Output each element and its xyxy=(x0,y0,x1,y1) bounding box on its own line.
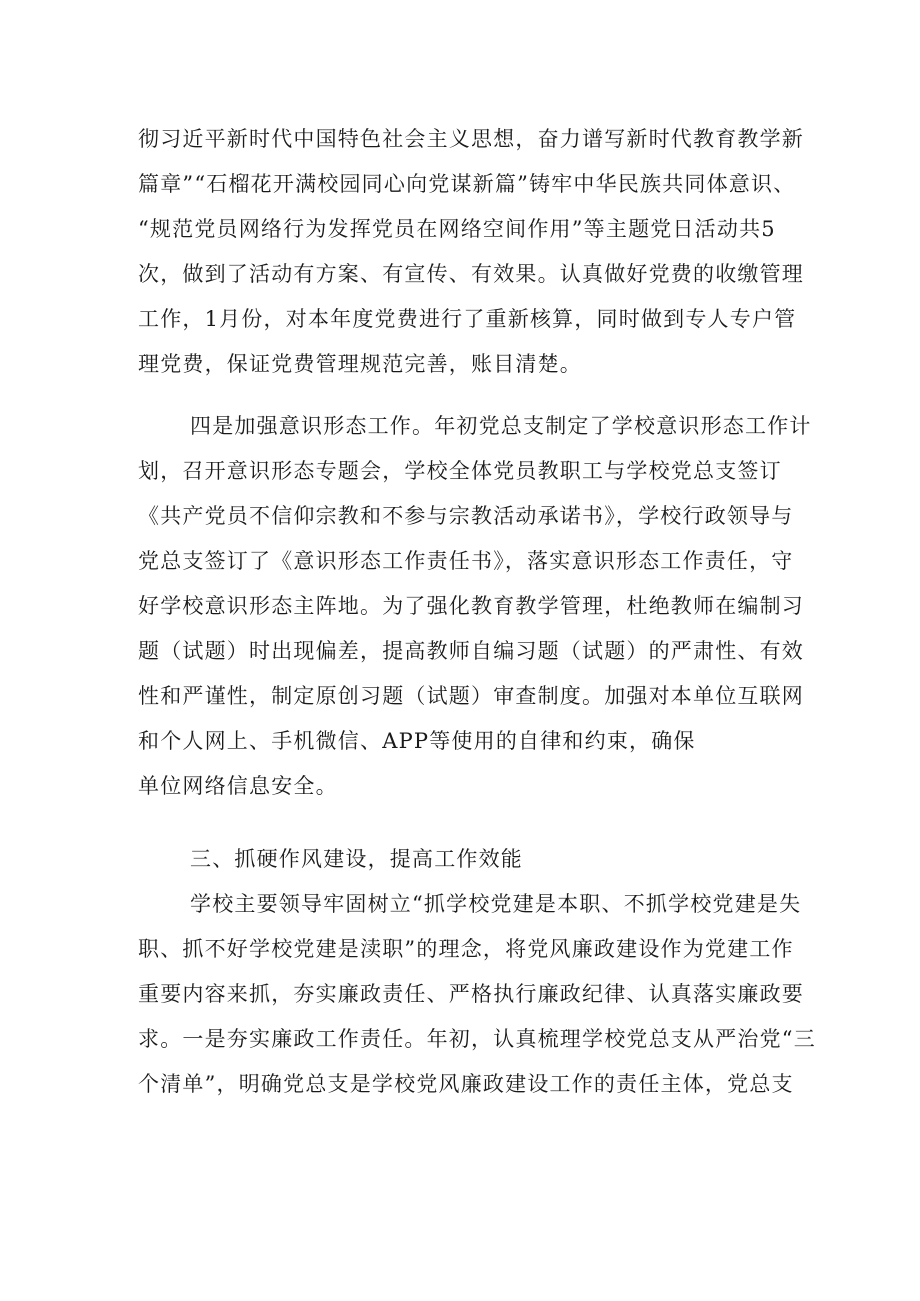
paragraph-line: 性和严谨性，制定原创习题（试题）审查制度。加强对本单位互联网 xyxy=(138,684,804,708)
paragraph-line: 题（试题）时出现偏差，提高教师自编习题（试题）的严肃性、有效 xyxy=(138,639,804,663)
paragraph-line: 党总支签订了《意识形态工作责任书》，落实意识形态工作责任，守 xyxy=(138,549,794,573)
paragraph-line: 篇章”“石榴花开满校园同心向党谋新篇”铸牢中华民族共同体意识、 xyxy=(138,172,796,196)
paragraph-1 xyxy=(138,117,804,387)
paragraph-line: 四是加强意识形态工作。年初党总支制定了学校意识形态工作计 xyxy=(190,414,812,438)
paragraph-line: 单位网络信息安全。 xyxy=(138,774,338,798)
section-heading-block xyxy=(138,837,788,882)
paragraph-line: 《共产党员不信仰宗教和不参与宗教活动承诺书》，学校行政领导与 xyxy=(138,504,794,528)
paragraph-line: 重要内容来抓，夯实廉政责任、严格执行廉政纪律、认真落实廉政要 xyxy=(138,982,804,1006)
paragraph-3 xyxy=(138,882,816,1107)
paragraph-line: 彻习近平新时代中国特色社会主义思想，奋力谱写新时代教育教学新 xyxy=(138,127,804,151)
paragraph-line: 理党费，保证党费管理规范完善，账目清楚。 xyxy=(138,352,582,376)
paragraph-line: 工作，1月份，对本年度党费进行了重新核算，同时做到专人专户管 xyxy=(138,307,797,331)
paragraph-line: 职、抓不好学校党建是渎职”的理念，将党风廉政建设作为党建工作 xyxy=(138,937,794,961)
paragraph-line: 学校主要领导牢固树立“抓学校党建是本职、不抓学校党建是失 xyxy=(190,892,802,916)
paragraph-line: 划，召开意识形态专题会，学校全体党员教职工与学校党总支签订 xyxy=(138,459,782,483)
paragraph-line: 个清单”，明确党总支是学校党风廉政建设工作的责任主体，党总支 xyxy=(138,1072,794,1096)
paragraph-line: 求。一是夯实廉政工作责任。年初，认真梳理学校党总支从严治党“三 xyxy=(138,1027,816,1051)
paragraph-line: 好学校意识形态主阵地。为了强化教育教学管理，杜绝教师在编制习 xyxy=(138,594,804,618)
paragraph-line: 次，做到了活动有方案、有宣传、有效果。认真做好党费的收缴管理 xyxy=(138,262,804,286)
paragraph-line: “规范党员网络行为发挥党员在网络空间作用”等主题党日活动共5 xyxy=(138,217,776,241)
paragraph-line: 和个人网上、手机微信、APP等使用的自律和约束，确保 xyxy=(138,729,696,753)
paragraph-2 xyxy=(138,404,812,809)
section-heading: 三、抓硬作风建设，提高工作效能 xyxy=(190,847,523,871)
